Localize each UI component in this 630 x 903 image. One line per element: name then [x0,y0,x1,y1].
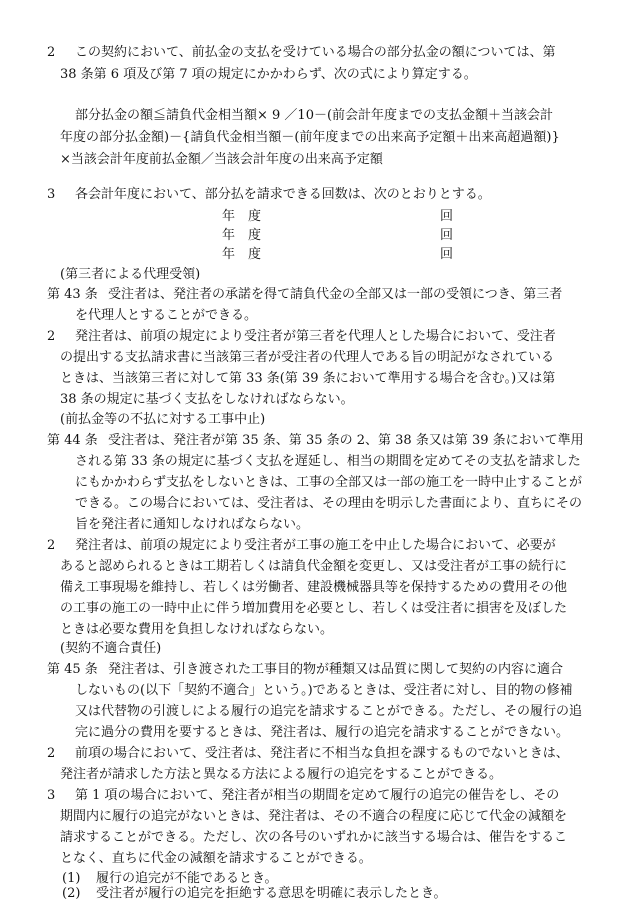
art45-caption [0,638,630,660]
art43-caption [0,264,630,286]
article-text: 旨を発注者に通知しなければならない。 [75,517,310,532]
art44-p2-line-2 [0,556,630,578]
item-number: (2) [62,886,81,901]
formula-line-3 [0,149,630,171]
count-table-row [0,244,630,266]
fiscal-year-label: 年 度 [222,247,262,262]
art45-item-2 [0,885,630,903]
count-unit: 回 [440,228,454,243]
paragraph-text: 発注者が請求した方法と異なる方法による履行の追完をすることができる。 [60,767,503,782]
paragraph-text: 前項の場合において、受注者は、発注者に不相当な負担を課するものでないときは、 [75,746,569,761]
art43-line-1 [0,284,630,306]
art45-p2-line-2 [0,764,630,786]
art45-p2-line-1 [0,743,630,765]
article-text: 完に過分の費用を要するときは、発注者は、履行の追完を請求することができない。 [75,725,570,740]
article-heading: 第 43 条 [47,287,98,302]
art45-p3-line-3 [0,827,630,849]
art45-line-1 [0,659,630,681]
article-text: にもかかわらず支払をしないときは、工事の全部又は一部の施工を一時中止することが [75,475,583,490]
count-unit: 回 [440,247,454,262]
formula-text: ×当該会計年度前払金額／当該会計年度の出来高予定額 [60,152,383,167]
art43-p2-line-4 [0,389,630,411]
para2-text: 38 条第 6 項及び第 7 項の規定にかかわらず、次の式により算定する。 [60,67,477,82]
article-heading: 第 45 条 [47,662,98,677]
para2-number: 2 [47,45,56,60]
art44-line-5 [0,514,630,536]
formula-text: 部分払金の額≦請負代金相当額× 9 ／10－(前会計年度までの支払金額＋当該会計 [75,108,554,123]
art43-p2-line-2 [0,347,630,369]
para3-number: 3 [47,187,56,202]
paragraph-number: 2 [47,746,56,761]
article-text: 発注者は、引き渡された工事目的物が種類又は品質に関して契約の内容に適合 [108,662,564,677]
para2-text: この契約において、前払金の支払を受けている場合の部分払金の額については、第 [75,45,556,60]
art44-p2-line-3 [0,577,630,599]
paragraph-text: 期間内に履行の追完がないときは、発注者は、その不適合の程度に応じて代金の減額を [60,809,568,824]
para3-line [0,184,630,206]
paragraph-text: ときは必要な費用を負担しなければならない。 [60,622,334,637]
article-text: しないもの(以下「契約不適合」という。)であるときは、受注者に対し、目的物の修補 [75,683,573,698]
paragraph-text: の工事の施工の一時中止に伴う増加費用を必要とし、若しくは受注者に損害を及ぼした [60,601,568,616]
paragraph-number: 3 [47,788,56,803]
article-text: を代理人とすることができる。 [75,308,258,323]
paragraph-text: 38 条の規定に基づく支払をしなければならない。 [60,392,354,407]
article-caption: (契約不適合責任) [60,641,162,656]
art45-line-3 [0,701,630,723]
item-text: 受注者が履行の追完を拒絶する意思を明確に表示したとき。 [96,886,447,901]
art44-p2-line-1 [0,535,630,557]
art45-line-4 [0,722,630,744]
count-unit: 回 [440,209,454,224]
paragraph-text: の提出する支払請求書に当該第三者が受注者の代理人である旨の明記がなされている [60,350,555,365]
paragraph-number: 2 [47,538,56,553]
art44-line-3 [0,472,630,494]
paragraph-text: ときは、当該第三者に対して第 33 条(第 39 条において準用する場合を含む。)又は第 [60,371,556,386]
paragraph-text: 発注者は、前項の規定により受注者が第三者を代理人とした場合において、受注者 [75,329,556,344]
art44-line-2 [0,451,630,473]
art43-line-2 [0,305,630,327]
fiscal-year-label: 年 度 [222,228,262,243]
art44-line-4 [0,493,630,515]
art45-p3-line-2 [0,806,630,828]
paragraph-text: あると認められるときは工期若しくは請負代金額を変更し、又は受注者が工事の続行に [60,559,568,574]
para3-text: 各会計年度において、部分払を請求できる回数は、次のとおりとする。 [75,187,491,202]
article-caption: (前払金等の不払に対する工事中止) [60,412,266,427]
article-text: できる。この場合においては、受注者は、その理由を明示した書面により、直ちにその [75,496,583,511]
article-text: 受注者は、発注者の承諾を得て請負代金の全部又は一部の受領につき、第三者 [108,287,563,302]
paragraph-number: 2 [47,329,56,344]
article-text: 受注者は、発注者が第 35 条、第 35 条の 2、第 38 条又は第 39 条において準用 [108,433,584,448]
paragraph-text: 請求することができる。ただし、次の各号のいずれかに該当する場合は、催告をするこ [60,830,568,845]
paragraph-text: 発注者は、前項の規定により受注者が工事の施工を中止した場合において、必要が [75,538,556,553]
formula-line-1 [0,105,630,127]
para2-line-2 [0,64,630,86]
paragraph-text: 第 1 項の場合において、発注者が相当の期間を定めて履行の追完の催告をし、その [75,788,560,803]
item-number: (1) [62,871,81,886]
article-text: 又は代替物の引渡しによる履行の追完を請求することができる。ただし、その履行の追 [75,704,583,719]
formula-line-2 [0,127,630,149]
art45-p3-line-4 [0,848,630,870]
art44-p2-line-4 [0,598,630,620]
para2-line-1 [0,42,630,64]
formula-text: 年度の部分払金額)－{請負代金相当額－(前年度までの出来高予定額＋出来高超過額)} [60,130,560,145]
art43-p2-line-1 [0,326,630,348]
art43-p2-line-3 [0,368,630,390]
art44-line-1 [0,430,630,452]
article-heading: 第 44 条 [47,433,98,448]
art45-p3-line-1 [0,785,630,807]
paragraph-text: となく、直ちに代金の減額を請求することができる。 [60,851,372,866]
paragraph-text: 備え工事現場を維持し、若しくは労働者、建設機械器具等を保持するための費用その他 [60,580,568,595]
article-text: される第 33 条の規定に基づく支払を遅延し、相当の期間を定めてその支払を請求した [75,454,581,469]
art45-line-2 [0,680,630,702]
art44-caption [0,409,630,431]
article-caption: (第三者による代理受領) [60,267,201,282]
fiscal-year-label: 年 度 [222,209,262,224]
item-text: 履行の追完が不能であるとき。 [96,871,278,886]
